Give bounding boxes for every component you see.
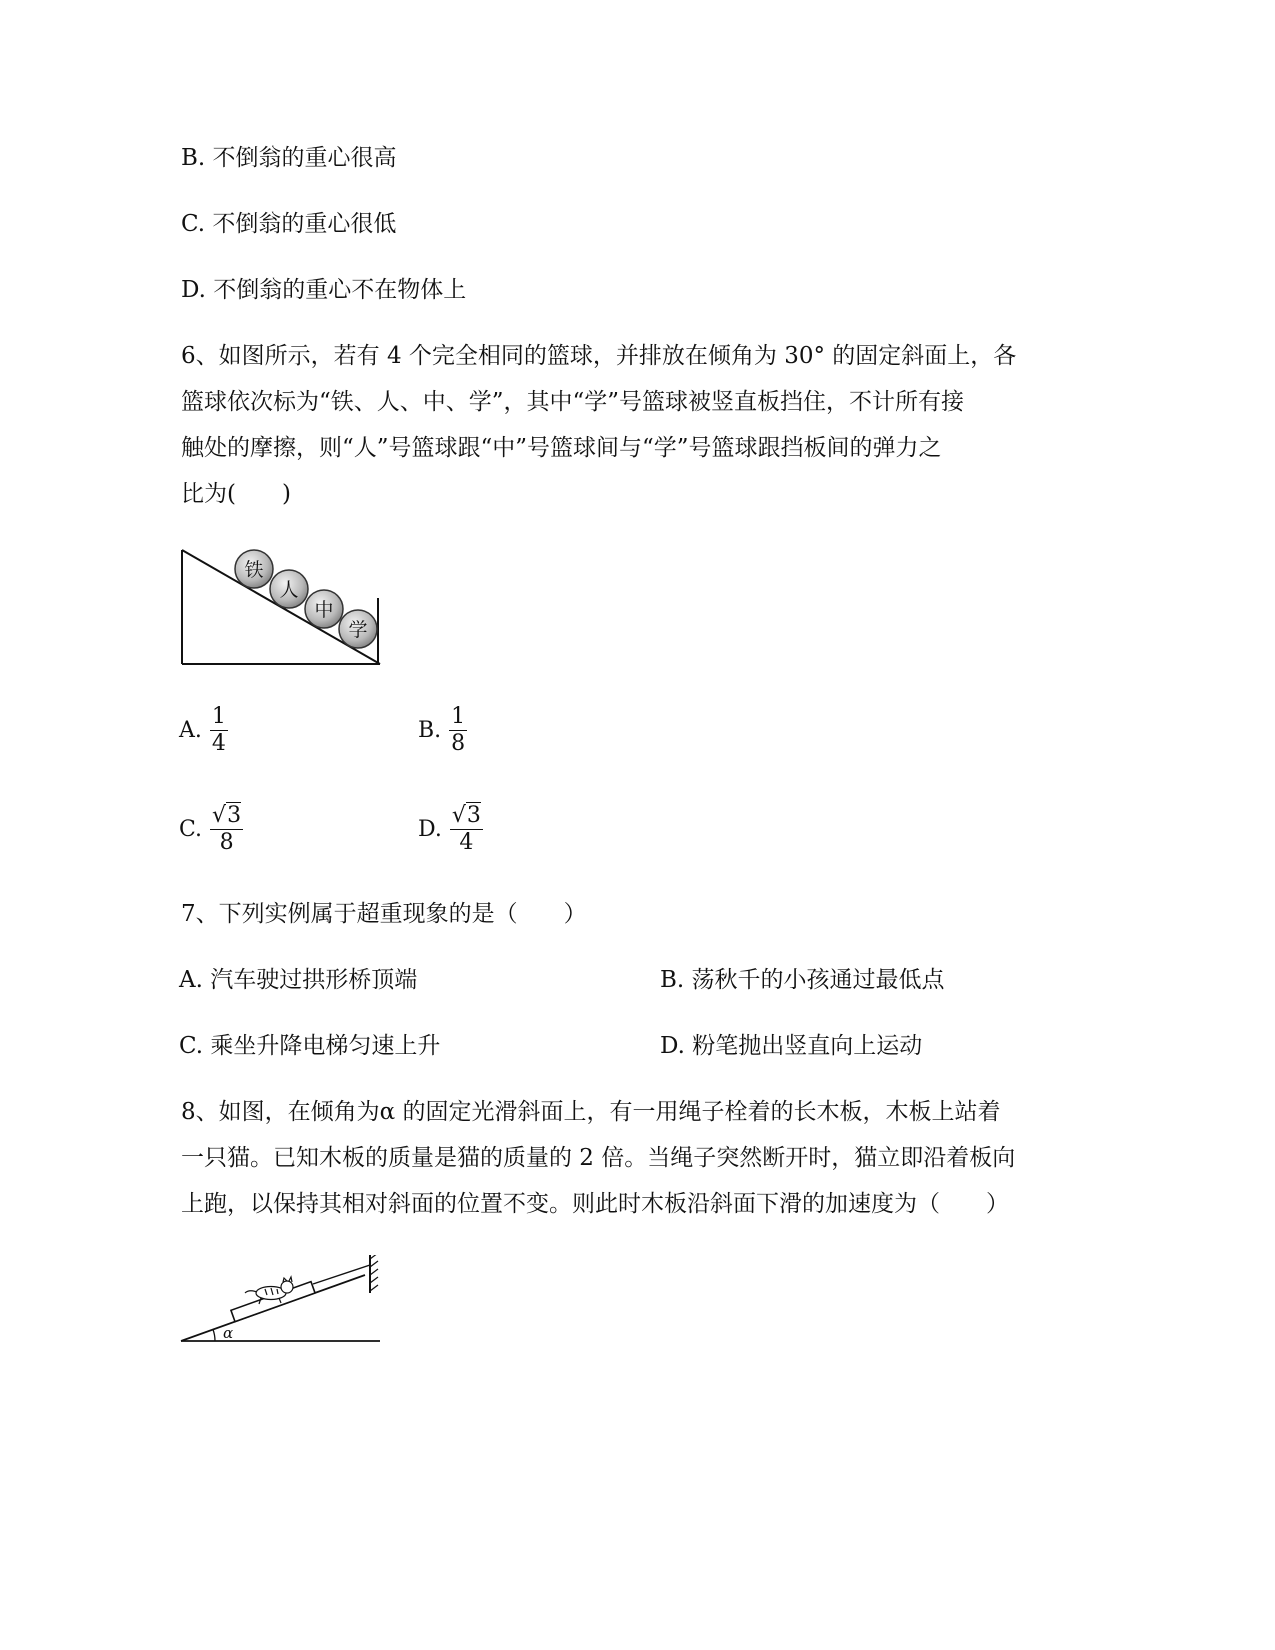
numerator: 1 [451, 704, 466, 729]
q6-option-d [418, 802, 483, 856]
q6-line-3: 触处的摩擦，则“人”号篮球跟“中”号篮球间与“学”号篮球跟挡板间的弹力之 [181, 435, 942, 461]
ball-label-zhong: 中 [314, 599, 334, 621]
option-label: B. [418, 718, 442, 743]
option-label: D. [418, 816, 442, 842]
denominator: 8 [219, 830, 234, 855]
q6-line-1: 6、如图所示，若有 4 个完全相同的篮球，并排放在倾角为 30° 的固定斜面上，各 [181, 343, 1017, 369]
option-c-prev: C. 不倒翁的重心很低 [181, 211, 397, 237]
option-label: C. [179, 816, 203, 842]
radicand: 3 [227, 803, 242, 828]
q7-option-d: D. 粉笔抛出竖直向上运动 [660, 1033, 923, 1059]
ball-label-ren: 人 [279, 579, 299, 601]
numerator-sqrt: √3 [212, 803, 242, 828]
numerator: 1 [211, 704, 226, 729]
q6-line-4: 比为( ) [181, 481, 291, 507]
q6-incline-figure [170, 540, 390, 670]
q8-line-2: 一只猫。已知木板的质量是猫的质量的 2 倍。当绳子突然断开时，猫立即沿着板向 [181, 1145, 1016, 1171]
ball-label-tie: 铁 [244, 559, 264, 581]
wall-hatching [370, 1255, 378, 1291]
numerator-sqrt: √3 [451, 803, 481, 828]
denominator: 4 [459, 830, 474, 855]
angle-arc [213, 1330, 215, 1342]
denominator: 8 [451, 731, 466, 756]
radicand: 3 [466, 803, 481, 828]
q7-option-a: A. 汽车驶过拱形桥顶端 [179, 967, 418, 993]
q8-line-1: 8、如图，在倾角为α 的固定光滑斜面上，有一用绳子栓着的长木板，木板上站着 [181, 1099, 1001, 1125]
q7-option-c: C. 乘坐升降电梯匀速上升 [179, 1033, 441, 1059]
denominator: 4 [211, 731, 226, 756]
q6-option-a [179, 704, 228, 757]
q8-line-3: 上跑，以保持其相对斜面的位置不变。则此时木板沿斜面下滑的加速度为（ ） [181, 1191, 1009, 1217]
q7-option-b: B. 荡秋千的小孩通过最低点 [660, 967, 945, 993]
rope [313, 1265, 370, 1284]
q6-option-c [179, 802, 243, 856]
q6-option-b [418, 704, 467, 757]
option-b-prev: B. 不倒翁的重心很高 [181, 145, 397, 171]
q7-stem: 7、下列实例属于超重现象的是（ ） [181, 901, 587, 927]
angle-label: α [223, 1324, 234, 1342]
q6-line-2: 篮球依次标为“铁、人、中、学”，其中“学”号篮球被竖直板挡住，不计所有接 [181, 389, 965, 415]
ball-label-xue: 学 [348, 619, 368, 641]
option-d-prev: D. 不倒翁的重心不在物体上 [181, 277, 467, 303]
option-label: A. [179, 718, 202, 743]
q8-incline-figure [175, 1255, 390, 1350]
